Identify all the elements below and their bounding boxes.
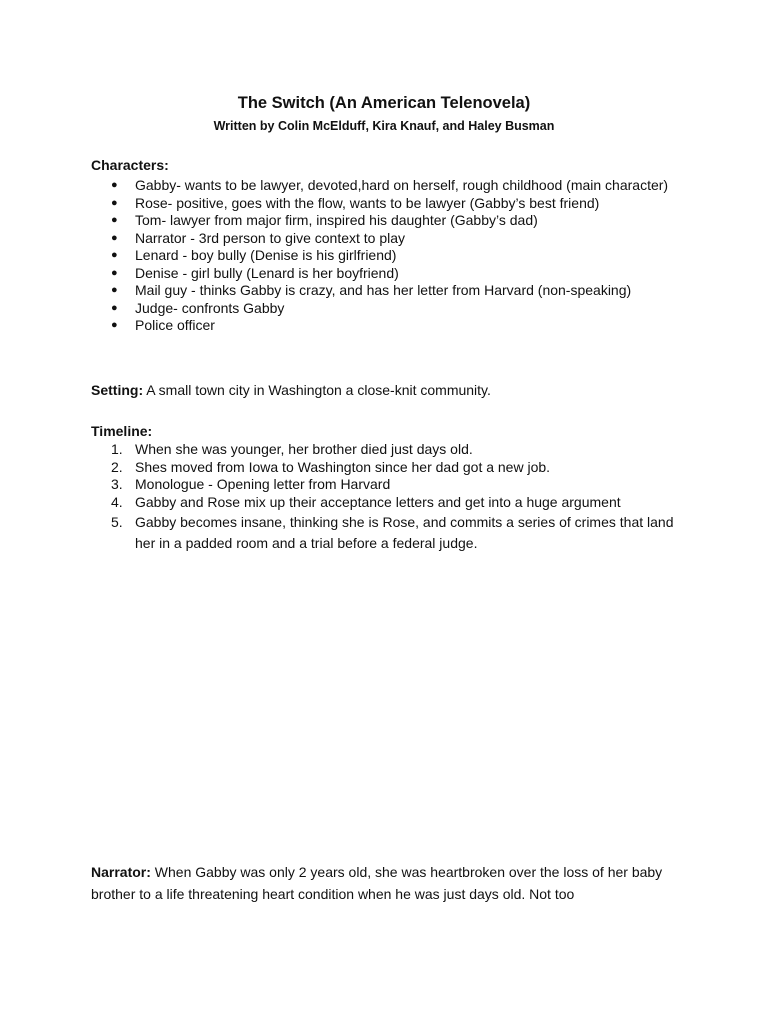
bullet-icon: ● (111, 266, 118, 279)
timeline-text: Gabby becomes insane, thinking she is Rose, and commits a series of crimes that land her in a padded room and a trial before a federal judge. (135, 513, 674, 551)
list-item (91, 512, 691, 554)
character-text: Rose- positive, goes with the flow, wants to be lawyer (Gabby’s best friend) (135, 194, 600, 211)
list-item (91, 441, 691, 459)
setting-text: A small town city in Washington a close-knit community. (143, 382, 491, 398)
list-item (91, 459, 691, 477)
list-item (91, 212, 691, 230)
timeline-text: Gabby and Rose mix up their acceptance letters and get into a huge argument (135, 494, 621, 511)
list-number: 3. (111, 476, 123, 493)
timeline-text: Monologue - Opening letter from Harvard (135, 476, 391, 493)
setting-line (91, 381, 691, 399)
character-text: Judge- confronts Gabby (135, 299, 285, 316)
document-title: The Switch (An American Telenovela) (237, 94, 531, 112)
character-text: Lenard - boy bully (Denise is his girlfriend) (135, 247, 397, 263)
list-item (91, 282, 691, 300)
narrator-paragraph (91, 861, 691, 905)
characters-list (91, 177, 691, 335)
timeline-list (91, 441, 691, 554)
list-item (91, 300, 691, 318)
setting-label: Setting: (91, 382, 144, 398)
bullet-icon: ● (111, 179, 118, 191)
list-number: 4. (111, 494, 123, 511)
list-item (91, 317, 691, 335)
character-text: Tom- lawyer from major firm, inspired his daughter (Gabby’s dad) (135, 212, 538, 228)
list-item (91, 247, 691, 265)
characters-heading: Characters: (91, 157, 169, 173)
timeline-text: When she was younger, her brother died just days old. (135, 441, 473, 457)
bullet-icon: ● (111, 284, 118, 296)
list-item (91, 177, 691, 195)
character-text: Gabby- wants to be lawyer, devoted,hard on herself, rough childhood (main character) (135, 177, 669, 193)
character-text: Narrator - 3rd person to give context to play (135, 229, 406, 246)
timeline-text: Shes moved from Iowa to Washington since her dad got a new job. (135, 458, 551, 475)
bullet-icon: ● (111, 196, 118, 209)
list-item (91, 265, 691, 283)
character-text: Mail guy - thinks Gabby is crazy, and has her letter from Harvard (non-speaking) (135, 282, 632, 298)
list-number: 2. (111, 458, 123, 475)
timeline-heading: Timeline: (91, 423, 153, 439)
bullet-icon: ● (111, 249, 118, 261)
list-item (91, 195, 691, 213)
character-text: Denise - girl bully (Lenard is her boyfriend) (135, 264, 399, 281)
document-byline: Written by Colin McElduff, Kira Knauf, and Haley Busman (213, 119, 555, 133)
bullet-icon: ● (111, 214, 118, 226)
narrator-label: Narrator: (91, 864, 151, 880)
list-number: 5. (111, 513, 123, 530)
list-number: 1. (111, 441, 123, 457)
list-item (91, 476, 691, 494)
narrator-text: When Gabby was only 2 years old, she was heartbroken over the loss of her baby brother to a life threatening heart condition when he was just days old. Not too (91, 864, 663, 902)
character-text: Police officer (135, 317, 215, 333)
list-item (91, 230, 691, 248)
bullet-icon: ● (111, 301, 118, 314)
list-item (91, 494, 691, 512)
bullet-icon: ● (111, 231, 118, 244)
bullet-icon: ● (111, 319, 118, 331)
